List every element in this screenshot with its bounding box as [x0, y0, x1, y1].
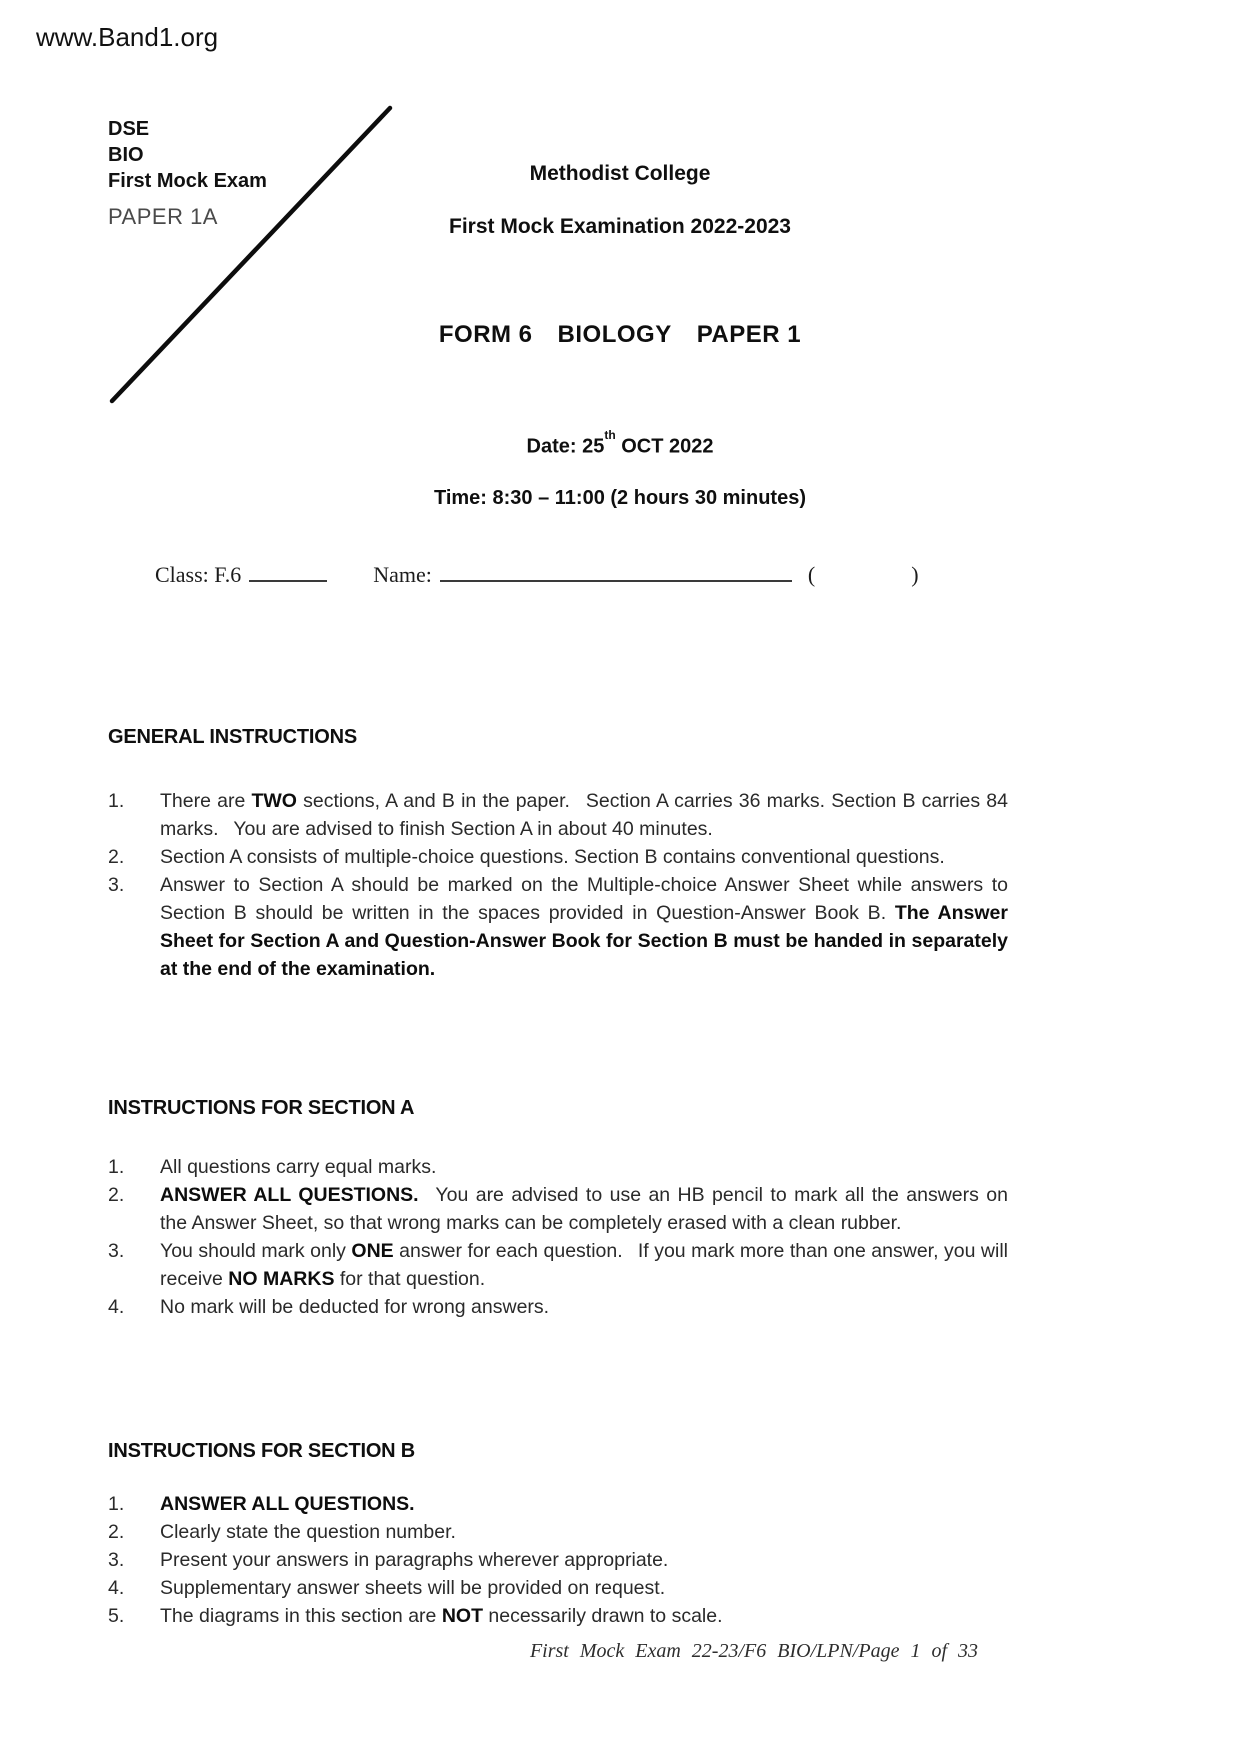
instruction-item — [108, 1181, 1008, 1237]
instruction-item — [108, 1602, 1008, 1630]
item-text: ANSWER ALL QUESTIONS. You are advised to use an HB pencil to mark all the answers on the Answer Sheet, so that wrong marks can be completely erased with a clean rubber. — [160, 1184, 1008, 1234]
instruction-item — [108, 843, 1008, 871]
section-general-instructions — [108, 725, 1008, 983]
item-text: ANSWER ALL QUESTIONS. — [160, 1493, 415, 1515]
section-instructions-a — [108, 1096, 1008, 1321]
instruction-item — [108, 1490, 1008, 1518]
item-text: Supplementary answer sheets will be provided on request. — [160, 1577, 666, 1599]
watermark-url: www.Band1.org — [36, 22, 219, 52]
corner-line-bio: BIO — [108, 144, 144, 166]
item-text: There are TWO sections, A and B in the paper. Section A carries 36 marks. Section B carries 84 marks. You are advised to finish Section A in about 40 minutes. — [160, 790, 1008, 840]
date-suffix: OCT 2022 — [615, 435, 714, 458]
item-text: The diagrams in this section are NOT necessarily drawn to scale. — [160, 1605, 723, 1627]
corner-line-dse: DSE — [108, 118, 150, 140]
section-a-instructions-list — [108, 1153, 1008, 1321]
class-label: Class: F.6 — [155, 562, 242, 587]
instruction-item — [108, 1518, 1008, 1546]
page-footer-reference: First Mock Exam 22-23/F6 BIO/LPN/Page 1 of 33 — [529, 1640, 978, 1662]
exam-title: First Mock Examination 2022-2023 — [449, 215, 791, 238]
section-b-instructions-list — [108, 1490, 1008, 1630]
name-label: Name: — [373, 562, 432, 587]
item-text: You should mark only ONE answer for each question. If you mark more than one answer, you will receive NO MARKS for that question. — [160, 1240, 1008, 1290]
instruction-item — [108, 787, 1008, 843]
class-blank-field — [249, 560, 327, 582]
item-number: 2. — [108, 1184, 125, 1206]
item-text: All questions carry equal marks. — [160, 1156, 437, 1178]
item-number: 3. — [108, 874, 125, 896]
section-heading-a: INSTRUCTIONS FOR SECTION A — [108, 1097, 415, 1119]
item-number: 2. — [108, 1521, 125, 1543]
paper-title: FORM 6 BIOLOGY PAPER 1 — [438, 321, 802, 348]
class-number-paren-close: ) — [911, 562, 919, 587]
class-number-paren-open: ( — [807, 562, 816, 587]
instruction-item — [108, 1237, 1008, 1293]
item-number: 3. — [108, 1240, 125, 1262]
item-number: 1. — [108, 1493, 125, 1515]
general-instructions-list — [108, 787, 1008, 983]
item-text: Clearly state the question number. — [160, 1521, 456, 1543]
item-number: 4. — [108, 1296, 125, 1318]
instruction-item — [108, 1574, 1008, 1602]
section-instructions-b — [108, 1439, 1008, 1630]
item-text: Present your answers in paragraphs wherever appropriate. — [160, 1549, 669, 1571]
section-heading-b: INSTRUCTIONS FOR SECTION B — [108, 1440, 416, 1462]
section-heading-general: GENERAL INSTRUCTIONS — [108, 726, 357, 748]
item-number: 2. — [108, 846, 125, 868]
name-blank-field — [440, 560, 792, 582]
item-text: Answer to Section A should be marked on the Multiple-choice Answer Sheet while answers to Section B should be written in the spaces provided in Question-Answer Book B. The Answer Sheet for Section A and Question-Answer Book for Section B must be handed in separately at the end of the examination. — [160, 874, 1008, 980]
date-prefix: Date: 25 — [526, 435, 605, 458]
instruction-item — [108, 1293, 1008, 1321]
item-text: No mark will be deducted for wrong answers. — [160, 1296, 550, 1318]
item-number: 5. — [108, 1605, 125, 1627]
exam-date — [0, 428, 1240, 459]
instruction-item — [108, 1546, 1008, 1574]
item-number: 1. — [108, 790, 125, 812]
instruction-item — [108, 871, 1008, 983]
item-text: Section A consists of multiple-choice questions. Section B contains conventional questions. — [160, 846, 945, 868]
school-name: Methodist College — [529, 162, 711, 185]
exam-time: Time: 8:30 – 11:00 (2 hours 30 minutes) — [433, 487, 806, 509]
item-number: 4. — [108, 1577, 125, 1599]
item-number: 1. — [108, 1156, 125, 1178]
corner-paper-code: PAPER 1A — [108, 204, 218, 229]
corner-line-mock: First Mock Exam — [108, 170, 267, 192]
date-ordinal-suffix: th — [604, 428, 616, 442]
instruction-item — [108, 1153, 1008, 1181]
student-info-row — [155, 560, 919, 588]
item-number: 3. — [108, 1549, 125, 1571]
